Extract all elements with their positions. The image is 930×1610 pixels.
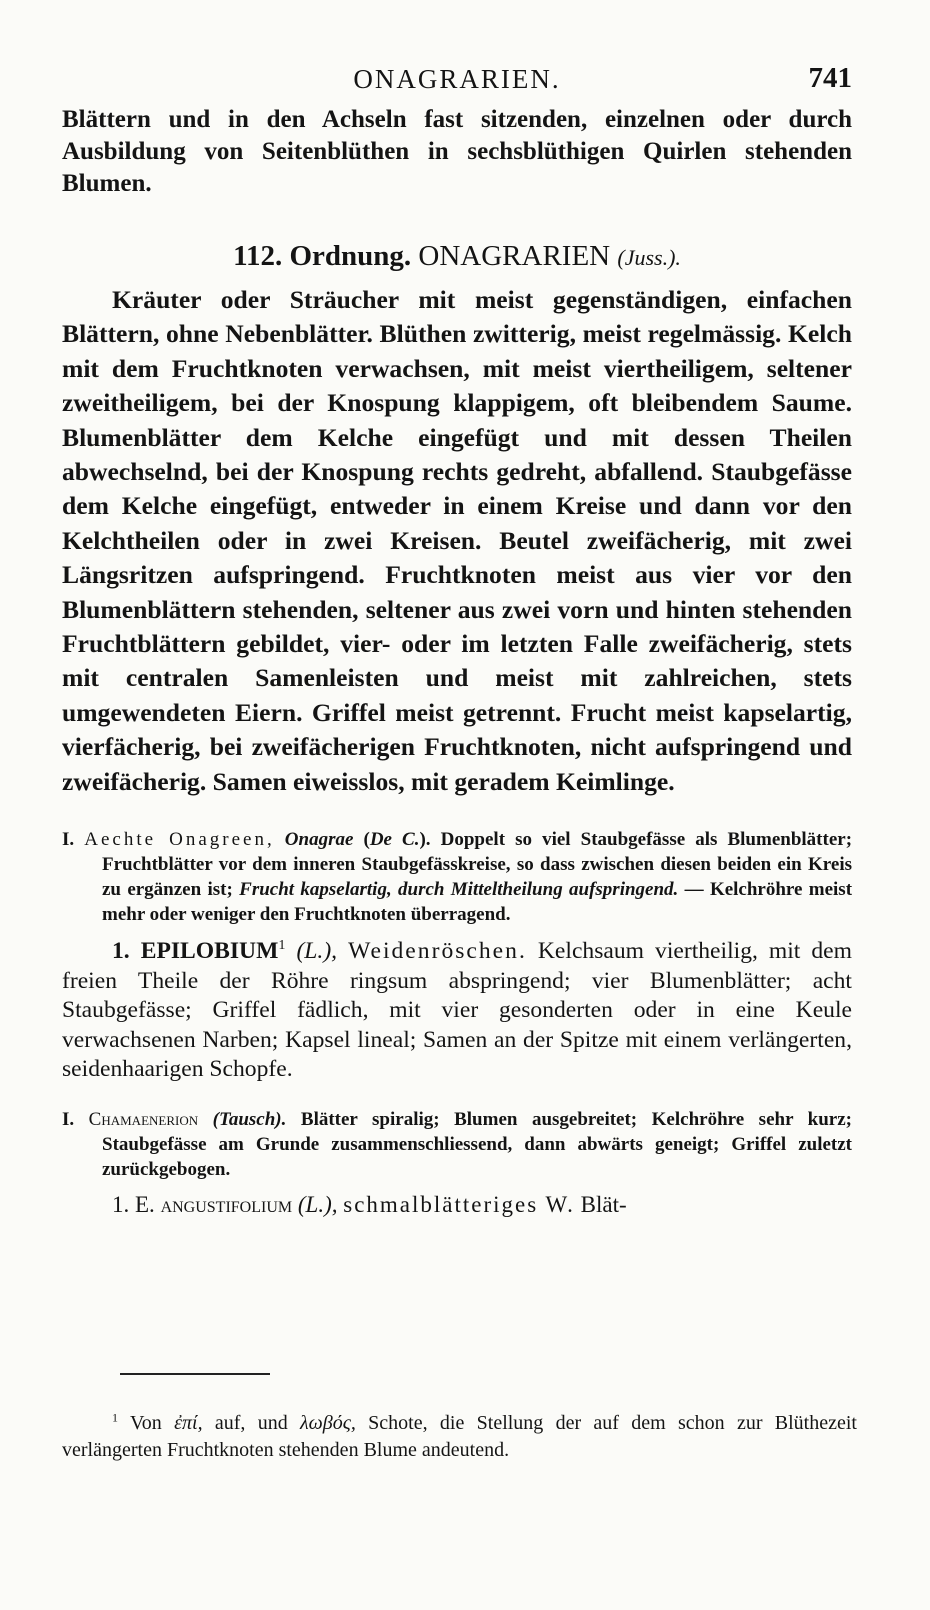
- genus-common-name: Weidenröschen.: [348, 938, 527, 965]
- genus-name: 1. EPILOBIUM: [112, 938, 279, 965]
- order-number: 112. Ordnung.: [233, 240, 412, 272]
- tribe-name: Aechte Onagreen,: [84, 829, 275, 851]
- tribe-author-close: ).: [419, 829, 431, 851]
- footnote: [62, 1410, 857, 1464]
- order-heading: [62, 240, 852, 273]
- footnote-text-a: Von: [129, 1412, 162, 1434]
- order-description: Kräuter oder Sträucher mit meist gegenständigen, einfachen Blättern, ohne Nebenblätter. Blüthen zwitterig, meist regelmässig. Kelch mit dem Fruchtknoten verwachsen, mit meist viertheiligem, seltener zweitheiligem, bei der Knospung klappigem, oft bleibendem Saume. Blumenblätter dem Kelche eingefügt und mit dessen Theilen abwechselnd, bei der Knospung rechts gedreht, abfallend. Staubgefässe dem Kelche eingefügt, entweder in einem Kreise und dann vor den Kelchtheilen oder in zwei Kreisen. Beutel zweifächerig, mit zwei Längsritzen aufspringend. Fruchtknoten meist aus vier vor den Blumenblättern stehenden, seltener aus zwei vorn und hinten stehenden Fruchtblättern gebildet, vier- oder im letzten Falle zweifächerig, stets mit centralen Samenleisten und meist mit zahlreichen, stets umgewendeten Eiern. Griffel meist getrennt. Frucht meist kapselartig, vierfächerig, bei zweifächerigen Fruchtknoten, nicht aufspringend und zweifächerig. Samen eiweisslos, mit geradem Keimlinge.: [62, 285, 852, 796]
- running-title: ONAGRARIEN.: [353, 64, 561, 94]
- footnote-text-b: auf, und: [214, 1412, 288, 1434]
- footnote-rule: [120, 1373, 270, 1375]
- footnote-text-c: Schote, die Stellung der auf dem schon zur Blüthezeit verlängerten Fruchtknoten stehenden Blume andeutend.: [62, 1412, 857, 1461]
- running-head: [62, 58, 852, 104]
- genus-text: Kelchsaum viertheilig, mit dem freien Theile der Röhre ringsum abspringend; vier Blumenblätter; acht Staubgefässe; Griffel fädlich, mit vier gesonderten oder in eine Keule verwachsenen Narben; Kapsel lineal; Samen an der Spitze mit einem verlängerten, seidenhaarigen Schopfe.: [62, 938, 852, 1083]
- footnote-greek-1: ἐπί,: [174, 1412, 203, 1434]
- tribe-italic-text: Frucht kapselartig, durch Mitteltheilung aufspringend.: [239, 879, 679, 901]
- species-trail: Blät-: [580, 1192, 627, 1218]
- order-name: ONAGRARIEN: [418, 240, 611, 272]
- species-author: (L.),: [297, 1192, 338, 1218]
- tribe-paragraph: [62, 827, 852, 927]
- footnote-ref: 1: [278, 937, 286, 954]
- order-author: (Juss.).: [617, 245, 681, 270]
- genus-author: (L.),: [296, 938, 338, 965]
- section-text: Blätter spiralig; Blumen ausgebreitet; Kelchröhre sehr kurz; Staubgefässe am Grunde zusammenschliessend, dann abwärts geneigt; Griffel zuletzt zurückgebogen.: [102, 1109, 852, 1181]
- footnote-greek-2: λωβός,: [300, 1412, 356, 1434]
- tribe-text-1: Doppelt so viel Staubgefässe als Blumenblätter; Fruchtblätter vor dem inneren Staubgefässkreise, so dass zwischen diesen beiden ein Kreis zu ergänzen ist;: [102, 829, 853, 901]
- genus-paragraph: [62, 937, 852, 1085]
- page: [62, 58, 852, 1220]
- section-author: (Tausch).: [212, 1109, 287, 1131]
- section-numeral: I.: [62, 1109, 75, 1131]
- tribe-author: De C.: [369, 829, 420, 851]
- species-name: angustifolium: [160, 1192, 293, 1218]
- footnote-marker: 1: [112, 1410, 118, 1425]
- species-common-name: schmalblätteriges W.: [343, 1192, 575, 1218]
- section-paragraph: [62, 1107, 852, 1182]
- intro-paragraph: Blättern und in den Achseln fast sitzenden, einzelnen oder durch Ausbildung von Seitenblüthen in sechsblüthigen Quirlen stehenden Blumen.: [62, 106, 852, 197]
- page-number: 741: [808, 62, 852, 94]
- tribe-latin: Onagrae: [284, 829, 354, 851]
- tribe-text-2: — Kelchröhre meist mehr oder weniger den Fruchtknoten überragend.: [102, 879, 853, 926]
- species-number: 1. E.: [112, 1192, 155, 1218]
- section-name: Chamaenerion: [88, 1109, 199, 1131]
- tribe-numeral: I.: [62, 829, 75, 851]
- species-line: [62, 1190, 852, 1220]
- tribe-author-open: (: [363, 829, 370, 851]
